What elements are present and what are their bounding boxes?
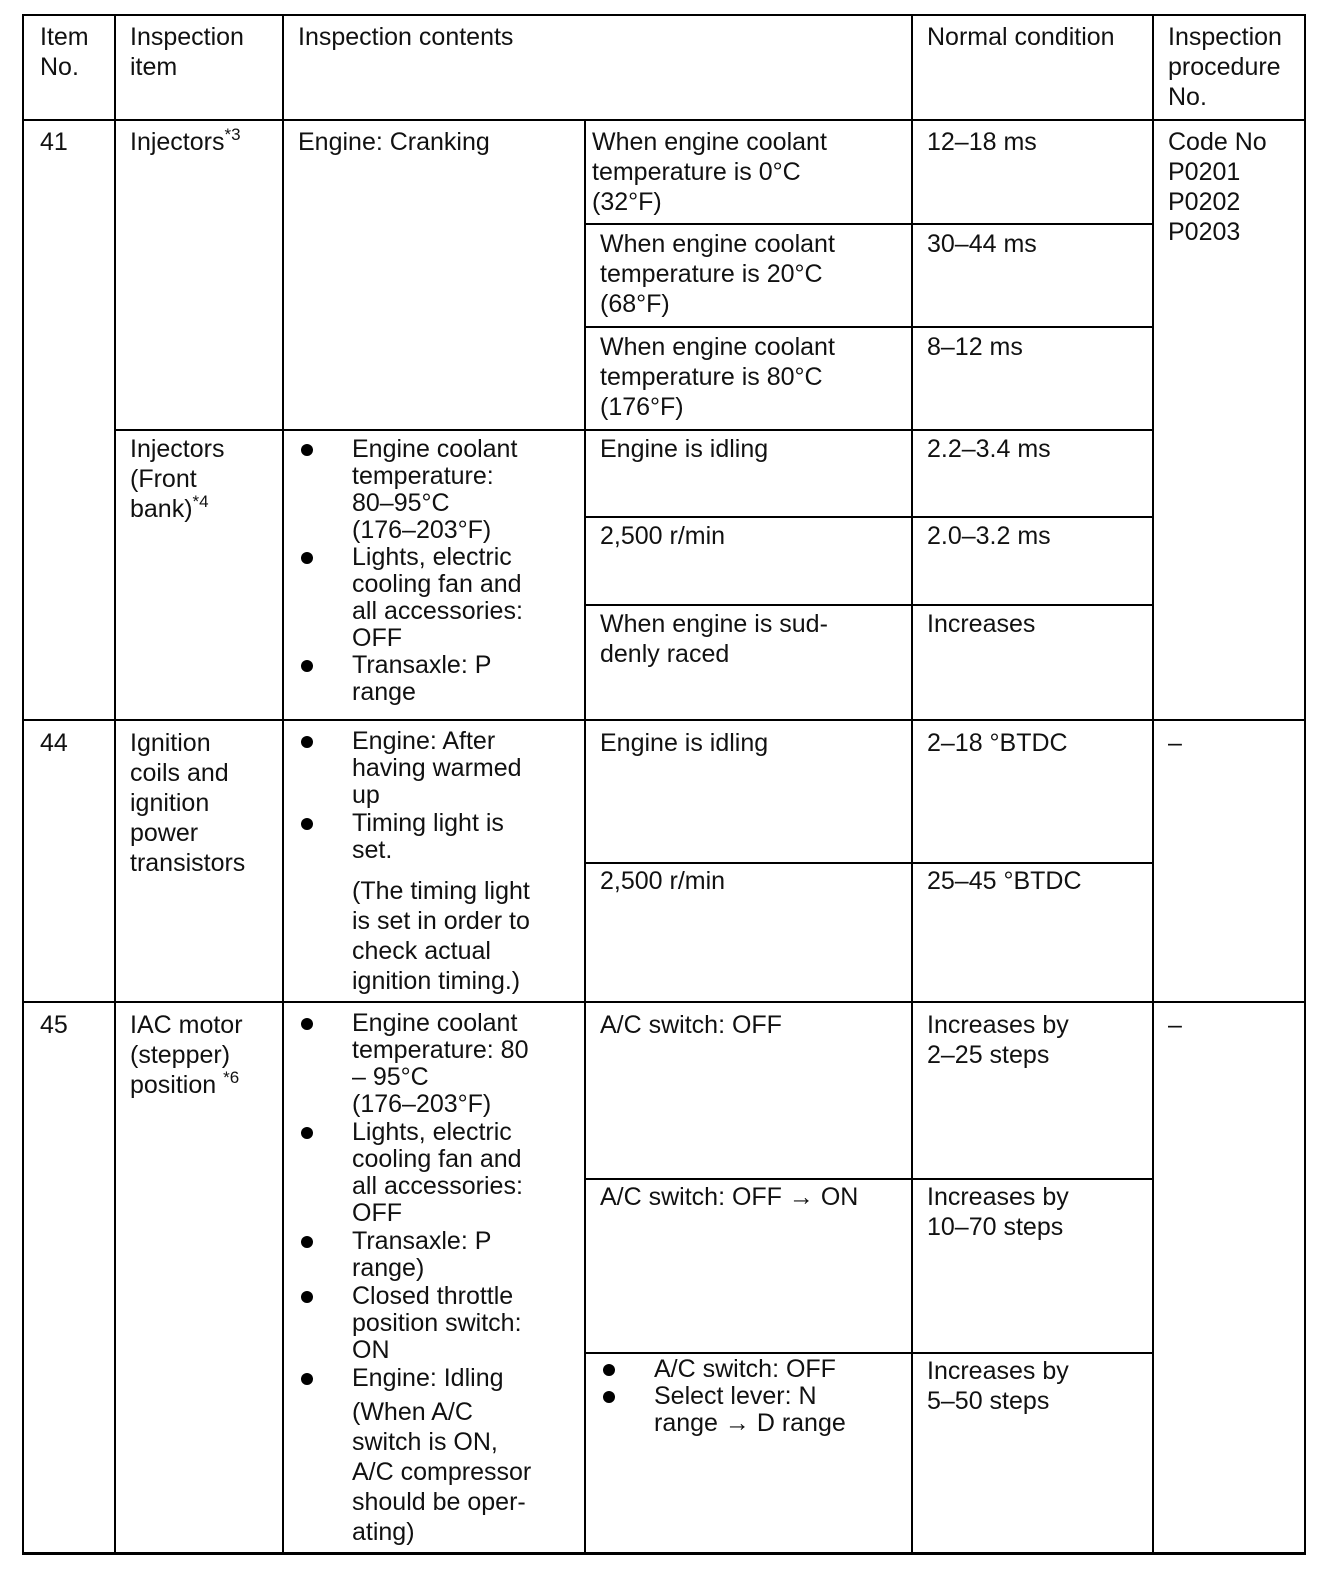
condition-cranking: Engine: Cranking (298, 128, 490, 156)
sub-condition: Engine is idling (600, 435, 769, 463)
grid-line (114, 429, 1154, 431)
bullet-icon (301, 818, 313, 830)
grid-line (22, 1552, 1306, 1555)
bullet-icon (301, 1127, 313, 1139)
normal-value: 8–12 ms (927, 333, 1023, 361)
header-procedure-no: Inspection procedure No. (1168, 23, 1282, 111)
normal-value: 25–45 °BTDC (927, 867, 1082, 895)
grid-line (584, 120, 586, 1554)
header-inspection-contents: Inspection contents (298, 23, 514, 51)
bullet-icon (603, 1391, 615, 1403)
item-no-44: 44 (40, 729, 68, 757)
grid-line (22, 1001, 1306, 1003)
grid-line (1152, 14, 1154, 1554)
grid-line (584, 1178, 1154, 1180)
grid-line (584, 223, 1154, 225)
sub-condition: When engine coolant temperature is 20°C (68°F) (600, 230, 835, 318)
item-no-45: 45 (40, 1011, 68, 1039)
normal-value: 12–18 ms (927, 128, 1037, 156)
footnote-mark: *4 (192, 492, 209, 511)
condition-text: Engine coolant temperature: 80–95°C (176–203°F) (352, 435, 518, 544)
header-inspection-item: Inspection item (130, 23, 244, 81)
inspection-table (22, 14, 1328, 1554)
normal-value: 2–18 °BTDC (927, 729, 1068, 757)
normal-value: 2.2–3.4 ms (927, 435, 1051, 463)
grid-line (911, 14, 913, 1554)
sub-condition: 2,500 r/min (600, 867, 726, 895)
sub-condition: When engine is sud- denly raced (600, 610, 828, 668)
bullet-icon (603, 1364, 615, 1376)
condition-note: (The timing light is set in order to check actual ignition timing.) (352, 877, 530, 995)
bullet-icon (301, 444, 313, 456)
sub-condition-bullet: Select lever: N range → D range (654, 1382, 846, 1437)
item-iac-motor-label: IAC motor (stepper) position (130, 1011, 243, 1099)
normal-value: Increases by 5–50 steps (927, 1357, 1069, 1415)
condition-bullet: Engine coolant temperature: 80 – 95°C (176–203°F) (352, 1009, 529, 1118)
grid-line (22, 719, 1306, 721)
item-iac-motor (130, 1010, 243, 1100)
item-injectors-front-bank (130, 434, 224, 524)
sub-condition: When engine coolant temperature is 80°C (176°F) (600, 333, 835, 421)
sub-condition: A/C switch: OFF → ON (600, 1183, 859, 1211)
grid-line (22, 14, 1306, 16)
grid-line (22, 119, 1306, 121)
bullet-icon (301, 1236, 313, 1248)
condition-bullet: Engine: Idling (352, 1364, 504, 1392)
item-injectors (130, 127, 241, 157)
sub-condition: Engine is idling (600, 729, 769, 757)
sub-condition-bullet: A/C switch: OFF (654, 1355, 836, 1383)
grid-line (584, 862, 1154, 864)
header-item-no: Item No. (40, 23, 89, 81)
item-ignition-coils: Ignition coils and ignition power transistors (130, 729, 246, 877)
bullet-icon (301, 1291, 313, 1303)
condition-bullet: Lights, electric cooling fan and all accessories: OFF (352, 1118, 523, 1227)
sub-condition: When engine coolant temperature is 0°C (32°F) (592, 128, 827, 216)
condition-bullet: Engine: After having warmed up (352, 727, 522, 809)
grid-line (1304, 14, 1306, 1554)
procedure-dash: – (1168, 729, 1182, 757)
grid-line (114, 14, 116, 1554)
grid-line (22, 14, 24, 1554)
item-no-41: 41 (40, 128, 68, 156)
bullet-icon (301, 1018, 313, 1030)
condition-bullet: Closed throttle position switch: ON (352, 1282, 522, 1364)
sub-condition: 2,500 r/min (600, 522, 726, 550)
bullet-icon (301, 552, 313, 564)
grid-line (282, 14, 284, 1554)
condition-bullet: Transaxle: P range) (352, 1227, 492, 1282)
normal-value: 30–44 ms (927, 230, 1037, 258)
condition-bullet (352, 436, 548, 544)
normal-value: 2.0–3.2 ms (927, 522, 1051, 550)
condition-bullet: Timing light is set. (352, 809, 504, 864)
grid-line (584, 1352, 1154, 1354)
header-normal-condition: Normal condition (927, 23, 1115, 51)
bullet-icon (301, 660, 313, 672)
sub-condition: A/C switch: OFF (600, 1011, 782, 1039)
item-injectors-label: Injectors (130, 128, 225, 156)
condition-bullet: Transaxle: P range (352, 651, 492, 706)
condition-bullet: Lights, electric cooling fan and all accessories: OFF (352, 543, 523, 652)
normal-value: Increases (927, 610, 1036, 638)
grid-line (584, 326, 1154, 328)
normal-value: Increases by 2–25 steps (927, 1011, 1069, 1069)
item-injectors-front-bank-label: Injectors (Front bank) (130, 435, 225, 523)
bullet-icon (301, 736, 313, 748)
procedure-codes: Code No P0201 P0202 P0203 (1168, 128, 1267, 246)
condition-note: (When A/C switch is ON, A/C compressor should be oper- ating) (352, 1398, 532, 1546)
footnote-mark: *3 (224, 125, 241, 144)
procedure-dash: – (1168, 1011, 1182, 1039)
bullet-icon (301, 1373, 313, 1385)
grid-line (584, 604, 1154, 606)
footnote-mark: *6 (223, 1068, 240, 1087)
normal-value: Increases by 10–70 steps (927, 1183, 1069, 1241)
grid-line (584, 516, 1154, 518)
